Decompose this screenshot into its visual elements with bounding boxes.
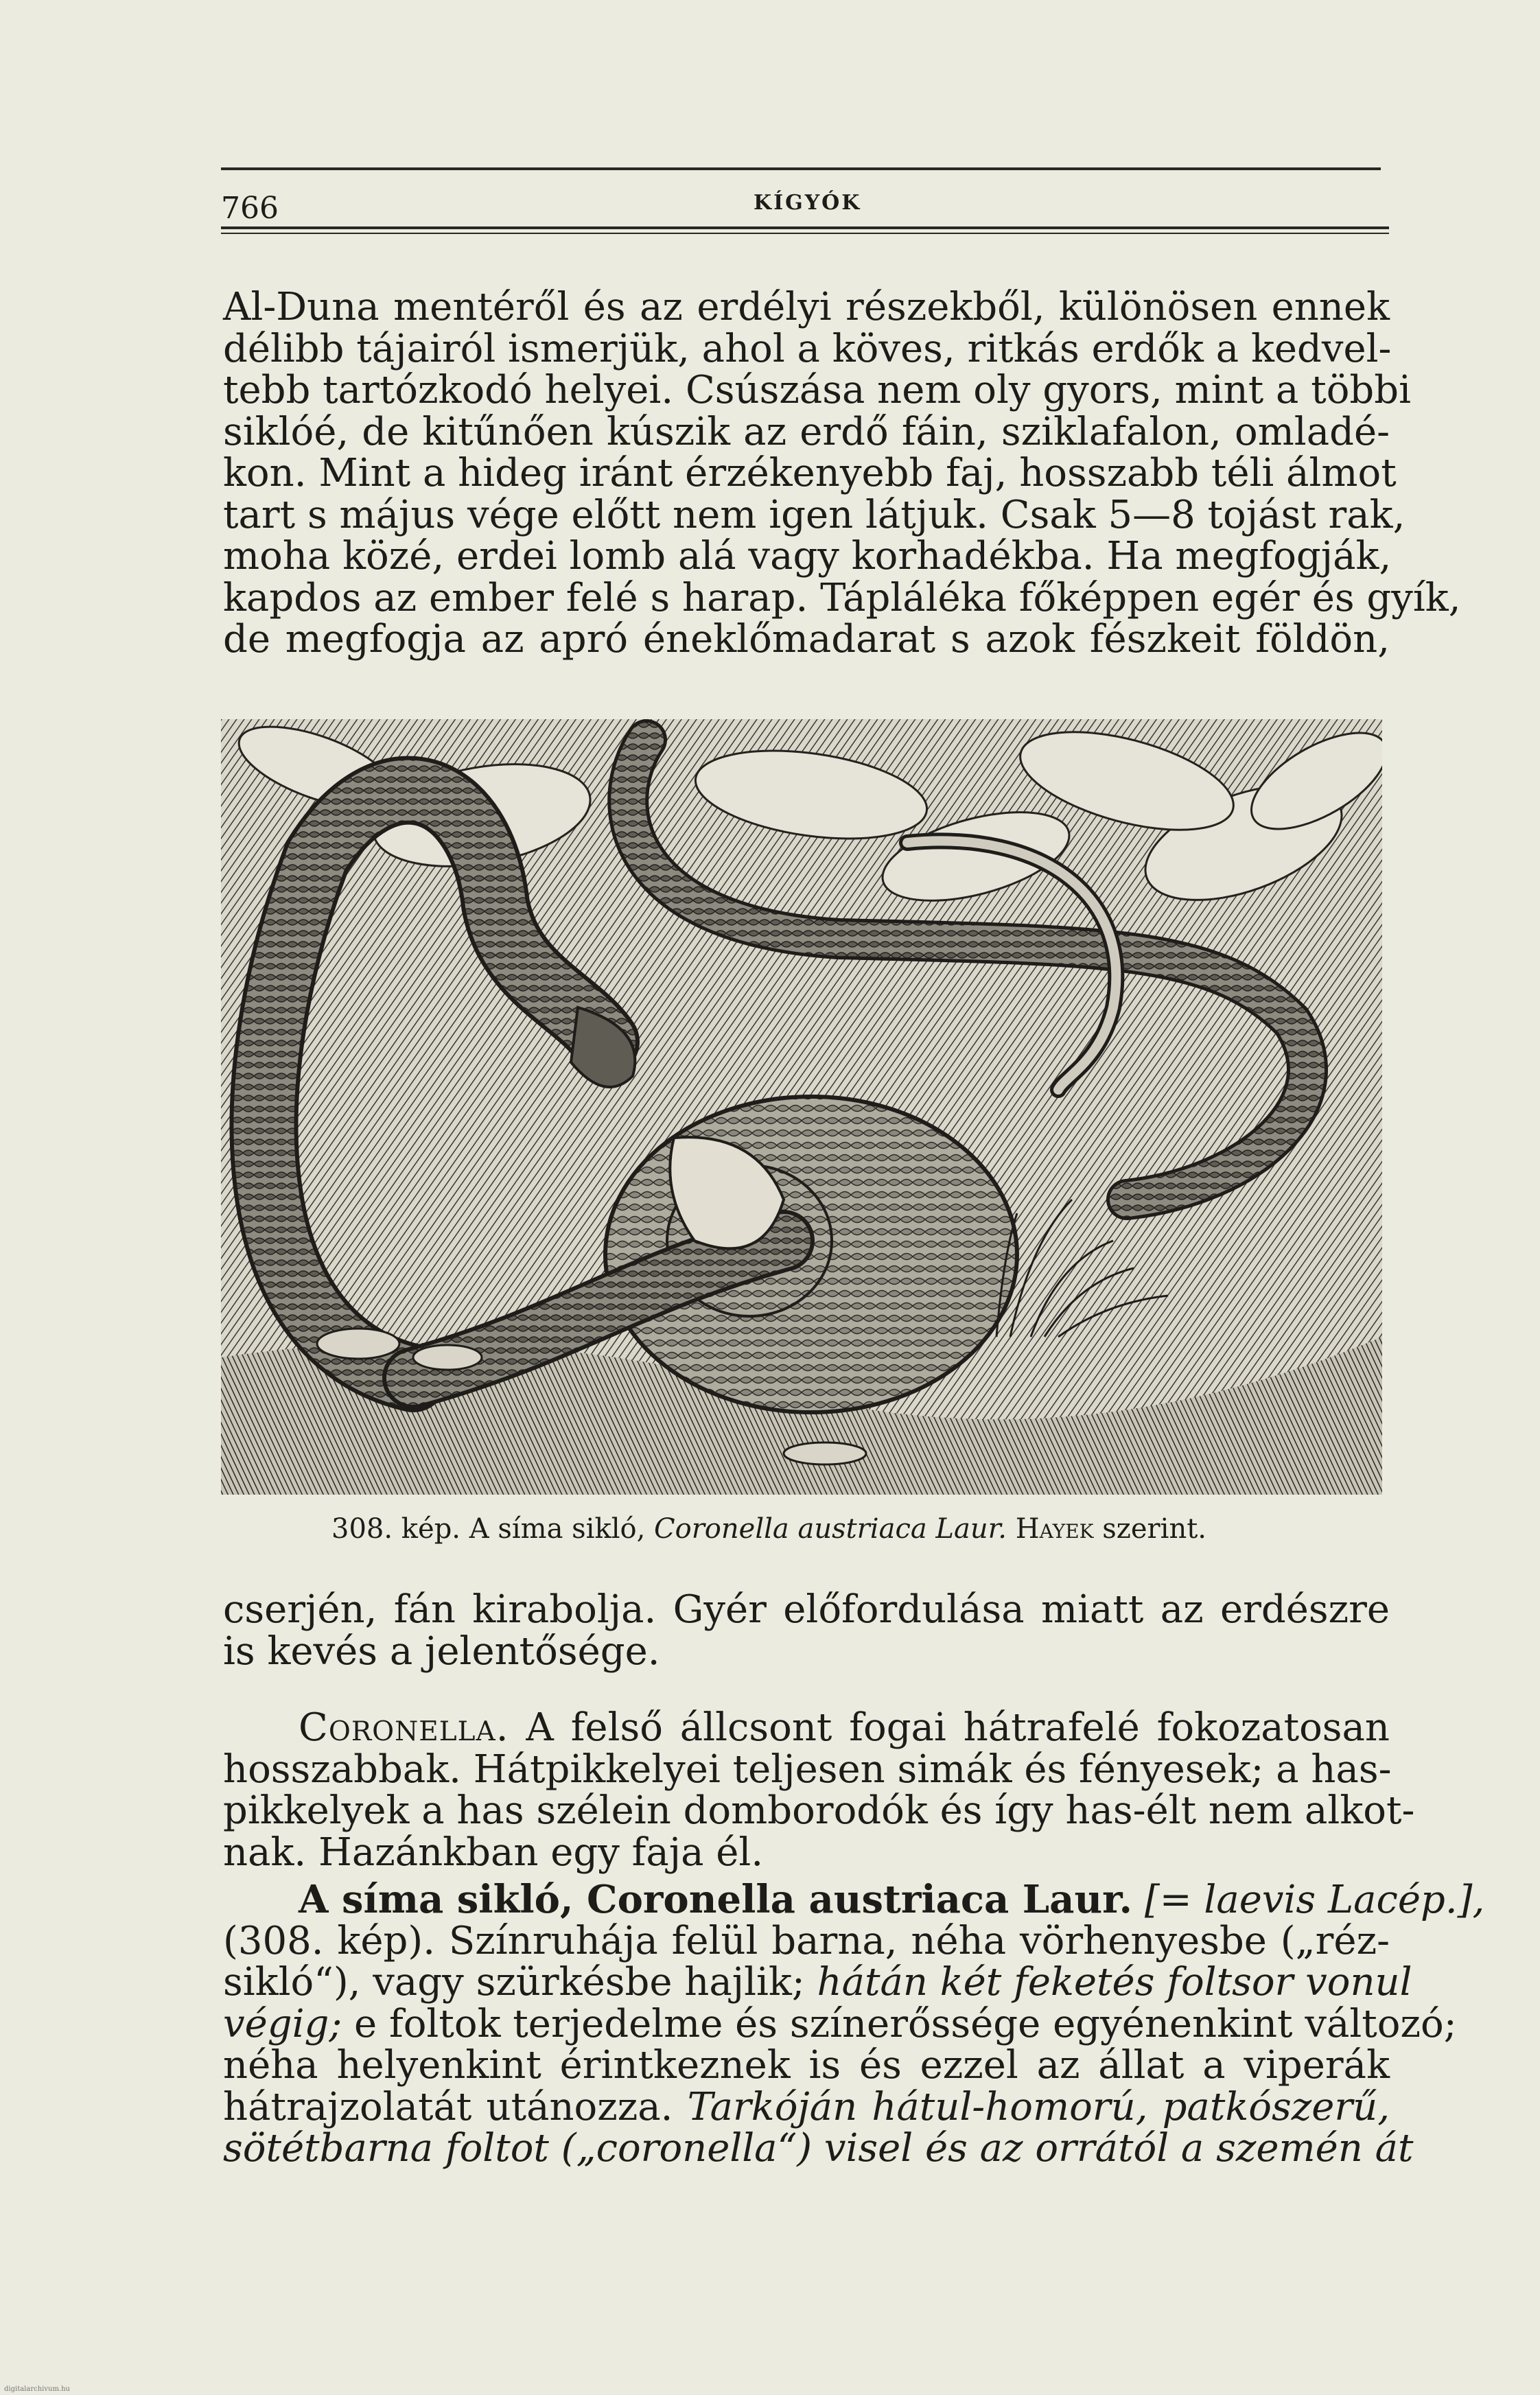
caption-author: Hayek [1015,1513,1094,1545]
header-rule-bottom [221,226,1389,229]
text-line: délibb tájairól ismerjük, ahol a köves, ritkás erdők a kedvel- [223,326,1392,371]
text-line: (308. kép). Színruhája felül barna, néha vörhenyesbe („réz- [223,1918,1390,1963]
text-line: hosszabbak. Hátpikkelyei teljesen simák és fényesek; a has- [223,1746,1392,1792]
text-line [223,2084,1390,2129]
species-synonym: [= laevis Lacép.], [1144,1878,1485,1922]
text-line: nak. Hazánkban egy faja él. [223,1830,764,1875]
text-line [223,2001,1457,2046]
snake-engraving-illustration [221,719,1382,1495]
species-heading: A síma sikló, Coronella austriaca Laur. [299,1877,1133,1922]
text-line: moha közé, erdei lomb alá vagy korhadékba. Ha megfogják, [223,534,1392,579]
text-line: kon. Mint a hideg iránt érzékenyebb faj, hosszabb téli álmot [223,451,1397,495]
caption-prefix: 308. kép. A síma sikló, [331,1513,654,1545]
genus-name: Coronella. [299,1705,509,1750]
text-line [223,1960,1412,2005]
text-line: de megfogja az apró éneklőmadarat s azok fészkeit földön, [223,617,1390,662]
page-number: 766 [221,191,279,226]
watermark-text: digitalarchivum.hu [4,2385,70,2393]
text-line: Al-Duna mentéről és az erdélyi részekből, különösen ennek [223,285,1390,329]
genus-line-rest: A felső állcsont fogai hátrafelé fokozatosan [526,1705,1390,1750]
text-line: is kevés a jelentősége. [223,1628,660,1674]
text-line [223,1877,1485,1922]
genus-paragraph [223,1705,1415,1875]
caption-suffix: szerint. [1093,1513,1207,1545]
text-segment-italic: hátán két feketés foltsor vonul [817,1960,1412,2005]
paragraph-top [223,285,1461,662]
text-line: sötétbarna foltot („coronella“) visel és az orrától a szemén át [223,2126,1414,2171]
running-title: KÍGYÓK [754,191,862,215]
text-segment: sikló“), vagy szürkésbe hajlik; [223,1960,817,2005]
text-line: tart s május vége előtt nem igen látjuk. Csak 5—8 tojást rak, [223,492,1405,537]
text-segment: hátrajzolatát utánozza. [223,2084,688,2129]
text-segment-italic: végig; [223,2001,342,2046]
header-rule-top [221,167,1381,170]
text-line: tebb tartózkodó helyei. Csúszása nem oly gyors, mint a többi [223,368,1412,412]
figure-caption [331,1513,1206,1545]
species-paragraph [223,1877,1485,2171]
paragraph-after-figure [223,1589,1390,1672]
text-line: siklóé, de kitűnően kúszik az erdő fáin, sziklafalon, omladé- [223,409,1390,454]
text-segment: e foltok terjedelme és színerőssége egyénenkint változó; [342,2001,1457,2046]
text-line: néha helyenkint érintkeznek is és ezzel az állat a viperák [223,2043,1390,2088]
text-line: cserjén, fán kirabolja. Gyér előfordulása miatt az erdészre [223,1587,1390,1632]
text-line: pikkelyek a has szélein domborodók és így has-élt nem alkot- [223,1788,1415,1833]
text-segment-italic: Tarkóján hátul-homorú, patkószerű, [687,2084,1390,2129]
text-line: kapdos az ember felé s harap. Tápláléka főképpen egér és gyík, [223,575,1461,620]
text-line [223,1707,1390,1749]
header-rule-bottom-thin [221,233,1389,234]
caption-species: Coronella austriaca Laur. [654,1513,1007,1545]
